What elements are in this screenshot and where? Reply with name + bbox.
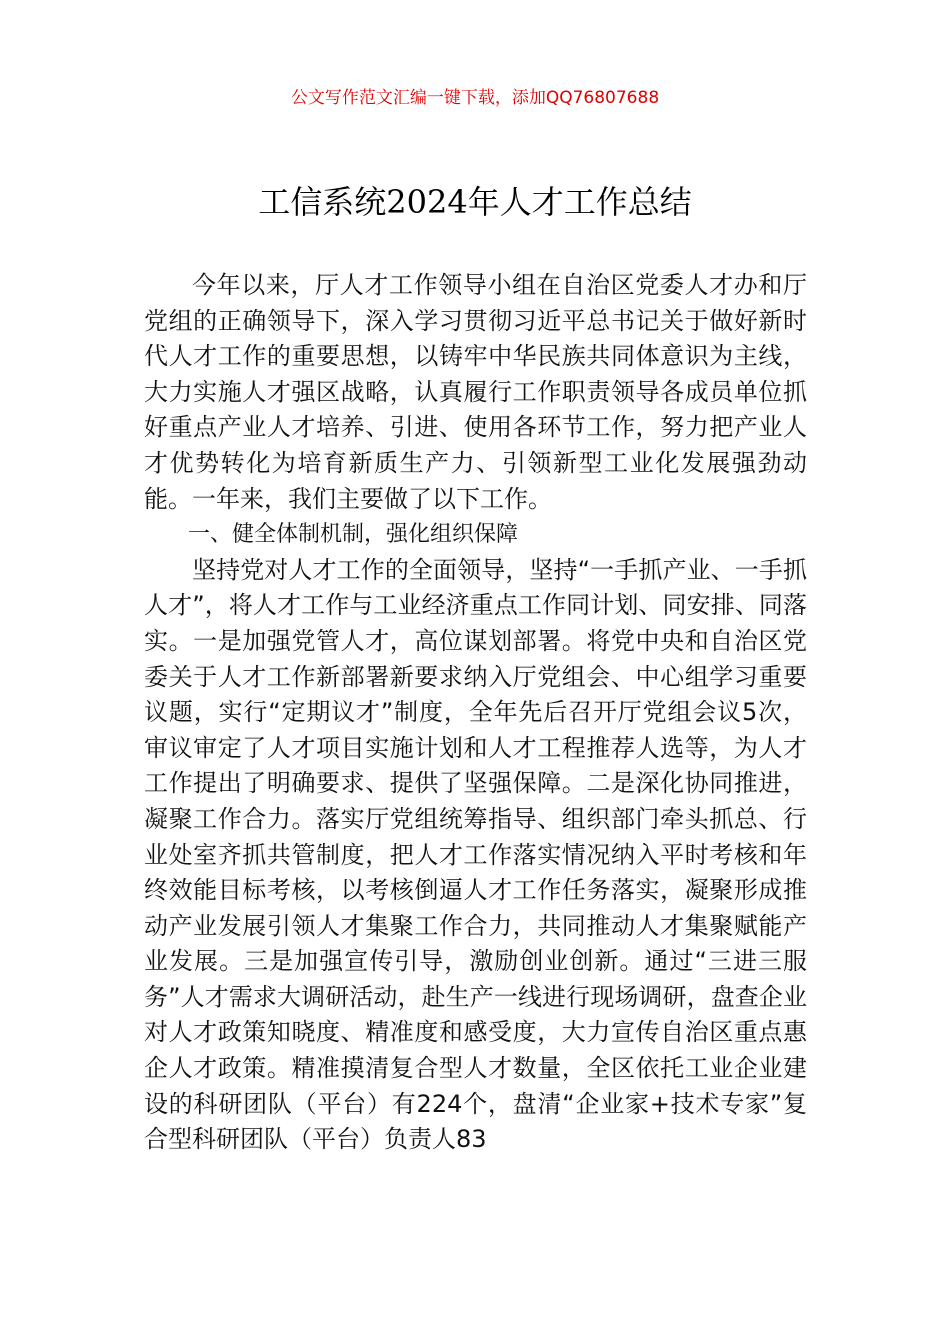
paragraph-section-1: 坚持党对人才工作的全面领导，坚持“一手抓产业、一手抓人才”，将人才工作与工业经济重点工作同计划、同安排、同落实。一是加强党管人才，高位谋划部署。将党中央和自治区党委关于人才工作新部署新要求纳入厅党组会、中心组学习重要议题，实行“定期议才”制度，全年先后召开厅党组会议5次，审议审定了人才项目实施计划和人才工程推荐人选等，为人才工作提出了明确要求、提供了坚强保障。二是深化协同推进，凝聚工作合力。落实厅党组统筹指导、组织部门牵头抓总、行业处室齐抓共管制度，把人才工作落实情况纳入平时考核和年终效能目标考核，以考核倒逼人才工作任务落实，凝聚形成推动产业发展引领人才集聚工作合力，共同推动人才集聚赋能产业发展。三是加强宣传引导，激励创业创新。通过“三进三服务”人才需求大调研活动，赴生产一线进行现场调研，盘查企业对人才政策知晓度、精准度和感受度，大力宣传自治区重点惠企人才政策。精准摸清复合型人才数量，全区依托工业企业建设的科研团队（平台）有224个，盘清“企业家+技术专家”复合型科研团队（平台）负责人83 <box>144 555 807 1154</box>
paragraph-intro: 今年以来，厅人才工作领导小组在自治区党委人才办和厅党组的正确领导下，深入学习贯彻习近平总书记关于做好新时代人才工作的重要思想，以铸牢中华民族共同体意识为主线，大力实施人才强区战略，认真履行工作职责领导各成员单位抓好重点产业人才培养、引进、使用各环节工作，努力把产业人才优势转化为培育新质生产力、引领新型工业化发展强劲动能。一年来，我们主要做了以下工作。 <box>144 271 807 513</box>
document-title: 工信系统2024年人才工作总结 <box>258 183 692 221</box>
section-heading: 一、健全体制机制，强化组织保障 <box>188 522 519 548</box>
watermark-header: 公文写作范文汇编一键下载，添加QQ76807688 <box>290 88 660 108</box>
document-body <box>144 268 807 1158</box>
